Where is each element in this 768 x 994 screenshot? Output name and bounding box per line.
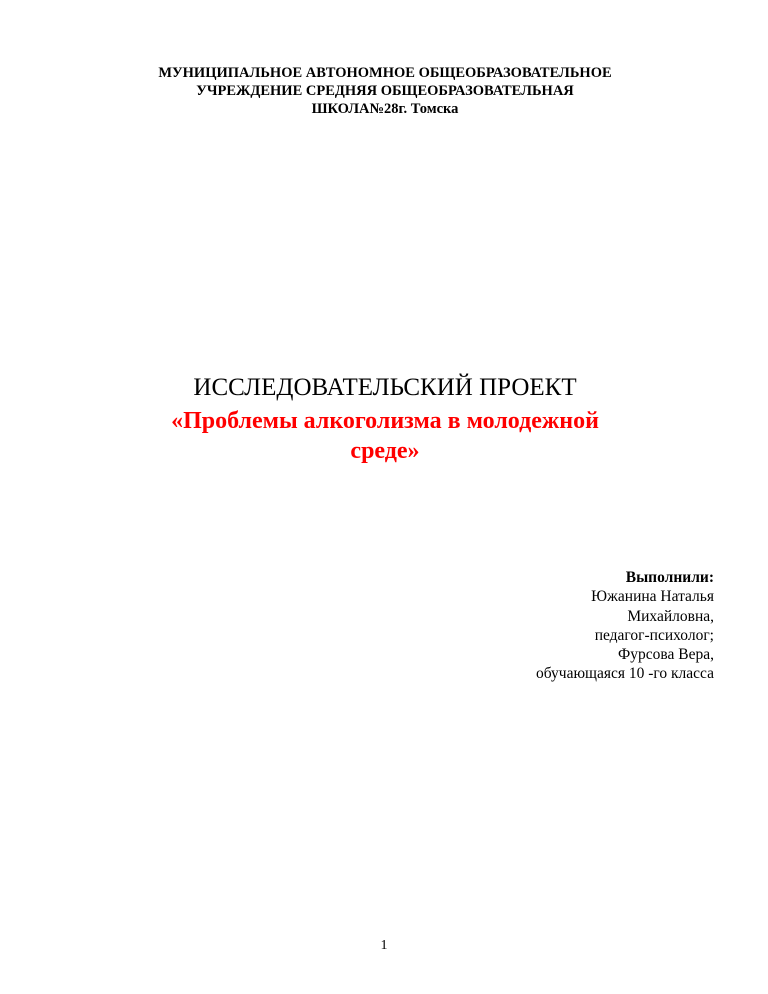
header-line-3: ШКОЛА№28г. Томска	[311, 101, 459, 117]
authors-heading: Выполнили:	[625, 569, 714, 586]
title-block	[100, 372, 670, 466]
authors-block	[414, 568, 714, 684]
page-number: 1	[380, 938, 388, 953]
school-header	[100, 64, 670, 118]
document-title-line-1: «Проблемы алкоголизма в молодежной	[171, 408, 599, 434]
document-title	[100, 406, 670, 466]
author-line-1: Южанина Наталья	[591, 588, 714, 606]
header-line-2: УЧРЕЖДЕНИЕ СРЕДНЯЯ ОБЩЕОБРАЗОВАТЕЛЬНАЯ	[196, 83, 574, 99]
author-line-5: обучающаяся 10 -го класса	[536, 665, 714, 683]
document-title-line-2: среде»	[350, 438, 420, 464]
header-line-1: МУНИЦИПАЛЬНОЕ АВТОНОМНОЕ ОБЩЕОБРАЗОВАТЕЛЬНОЕ	[158, 65, 612, 81]
author-line-3: педагог-психолог;	[594, 626, 714, 644]
author-line-4: Фурсова Вера,	[618, 646, 714, 664]
author-line-2: Михайловна,	[627, 607, 714, 625]
document-type: ИССЛЕДОВАТЕЛЬСКИЙ ПРОЕКТ	[193, 374, 577, 401]
